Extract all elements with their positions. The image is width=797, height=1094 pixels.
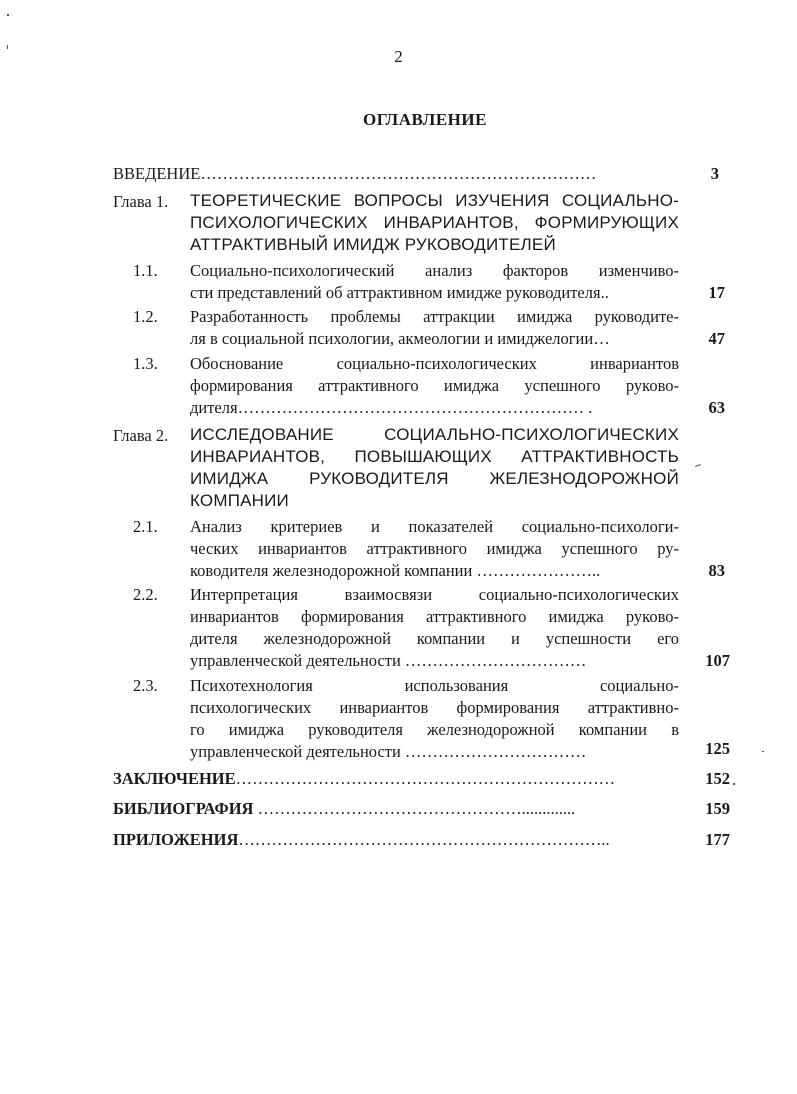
page-number: 2	[394, 47, 403, 66]
chapter-1-title-line: ТЕОРЕТИЧЕСКИЕ ВОПРОСЫ ИЗУЧЕНИЯ СОЦИАЛЬНО-	[190, 191, 679, 210]
section-2-1-number: 2.1.	[133, 517, 158, 536]
appendices-page: 177	[705, 830, 730, 849]
intro-dots: ………………………………………………………………	[200, 164, 597, 183]
section-2-3-line: управленческой деятельности ……………………………	[190, 742, 587, 761]
toc-title: ОГЛАВЛЕНИЕ	[363, 110, 487, 129]
section-2-3-line: Психотехнология использования социально-	[190, 676, 679, 695]
section-2-2-page: 107	[705, 651, 730, 670]
chapter-2-title-line: ИССЛЕДОВАНИЕ СОЦИАЛЬНО-ПСИХОЛОГИЧЕСКИХ	[190, 425, 679, 444]
toc-entry-bibliography	[113, 798, 678, 820]
toc-entry-conclusion	[113, 768, 678, 790]
appendices-label: ПРИЛОЖЕНИЯ	[113, 830, 239, 849]
scan-speck	[762, 751, 764, 752]
section-2-2-number: 2.2.	[133, 585, 158, 604]
section-1-1-page: 17	[708, 283, 725, 302]
section-1-2-line: Разработанность проблемы аттракции имиджа руководите-	[190, 307, 679, 326]
scan-speck	[695, 464, 701, 467]
bibliography-label: БИБЛИОГРАФИЯ	[113, 799, 254, 818]
bibliography-page: 159	[705, 799, 730, 818]
section-1-3-line: формирования аттрактивного имиджа успешного руково-	[190, 376, 679, 395]
chapter-1-label: Глава 1.	[113, 192, 169, 211]
chapter-2-label: Глава 2.	[113, 426, 169, 445]
bibliography-dots: ………………………………………….............	[257, 799, 576, 818]
section-2-1-line: ческих инвариантов аттрактивного имиджа успешного ру-	[190, 539, 679, 558]
section-1-2-line: ля в социальной психологии, акмеологии и имиджелогии…	[190, 329, 610, 348]
section-2-3-line: психологических инвариантов формирования аттрактивно-	[190, 698, 679, 717]
toc-entry-intro	[113, 163, 710, 185]
section-2-3-page: 125	[705, 739, 730, 758]
appendices-dots: …………………………………………………………..	[238, 830, 610, 849]
scan-speck	[7, 14, 9, 16]
chapter-2-title-line: КОМПАНИИ	[190, 491, 289, 510]
chapter-2-title-line: ИМИДЖА РУКОВОДИТЕЛЯ ЖЕЛЕЗНОДОРОЖНОЙ	[190, 469, 679, 488]
scan-speck	[7, 45, 8, 49]
section-2-2-line: Интерпретация взаимосвязи социально-психологических	[190, 585, 679, 604]
section-1-1-number: 1.1.	[133, 261, 158, 280]
conclusion-dots: ……………………………………………………………	[235, 769, 616, 788]
section-1-2-number: 1.2.	[133, 307, 158, 326]
section-1-1-line: Социально-психологический анализ факторов изменчиво-	[190, 261, 679, 280]
section-2-2-line: инвариантов формирования аттрактивного имиджа руково-	[190, 607, 679, 626]
section-1-2-page: 47	[708, 329, 725, 348]
section-1-3-number: 1.3.	[133, 354, 158, 373]
chapter-1-title-line: ПСИХОЛОГИЧЕСКИХ ИНВАРИАНТОВ, ФОРМИРУЮЩИХ	[190, 213, 679, 232]
section-2-3-line: го имиджа руководителя железнодорожной компании в	[190, 720, 679, 739]
intro-page: 3	[710, 164, 719, 183]
section-2-2-line: управленческой деятельности ……………………………	[190, 651, 587, 670]
intro-label: ВВЕДЕНИЕ	[113, 164, 201, 183]
chapter-2-title-line: ИНВАРИАНТОВ, ПОВЫШАЮЩИХ АТТРАКТИВНОСТЬ	[190, 447, 679, 466]
section-2-1-page: 83	[708, 561, 725, 580]
section-1-3-page: 63	[708, 398, 725, 417]
scan-speck	[733, 783, 735, 785]
section-1-3-line: Обоснование социально-психологических инвариантов	[190, 354, 679, 373]
section-2-1-line: ководителя железнодорожной компании …………………..	[190, 561, 601, 580]
section-1-3-line: дителя……………………………………………………… .	[190, 398, 593, 417]
section-2-3-number: 2.3.	[133, 676, 158, 695]
section-1-1-line: сти представлений об аттрактивном имидже руководителя..	[190, 283, 609, 302]
conclusion-label: ЗАКЛЮЧЕНИЕ	[113, 769, 236, 788]
section-2-1-line: Анализ критериев и показателей социально-психологи-	[190, 517, 679, 536]
conclusion-page: 152	[705, 769, 730, 788]
toc-entry-appendices	[113, 829, 678, 851]
section-2-2-line: дителя железнодорожной компании и успешности его	[190, 629, 679, 648]
chapter-1-title-line: АТТРАКТИВНЫЙ ИМИДЖ РУКОВОДИТЕЛЕЙ	[190, 235, 556, 254]
